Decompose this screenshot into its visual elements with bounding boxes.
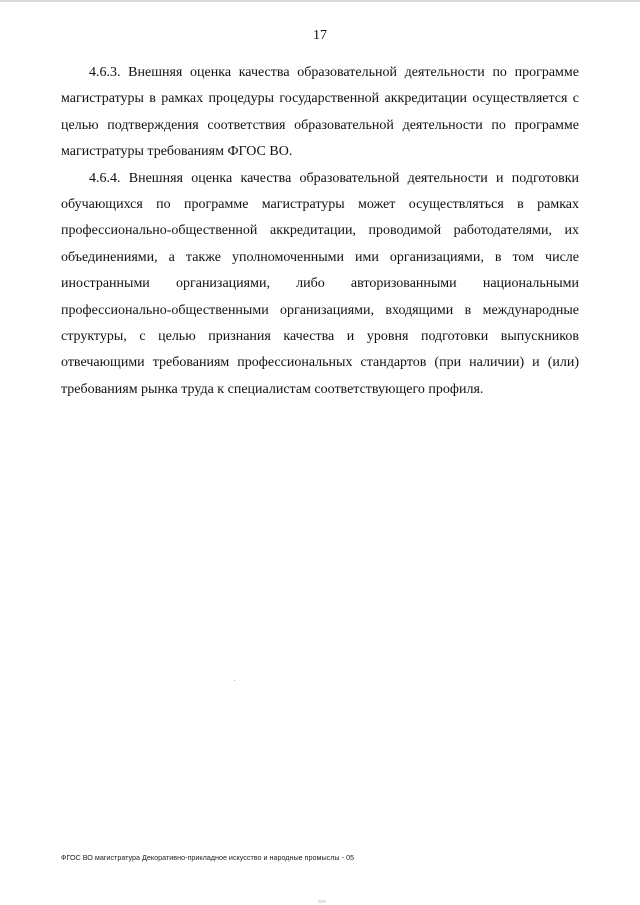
page-footer: ФГОС ВО магистратура Декоративно-прикладное искусство и народные промыслы - 05 bbox=[61, 853, 354, 862]
scan-speck bbox=[234, 680, 235, 681]
page-number: 17 bbox=[313, 28, 327, 43]
paragraph-4-6-3: 4.6.3. Внешняя оценка качества образовательной деятельности по программе магистратуры в рамках процедуры государственной аккредитации осуществляется с целью подтверждения соответствия образовательной деятельности по программе магистратуры требованиям ФГОС ВО. bbox=[61, 65, 579, 160]
scan-bottom-mark bbox=[318, 900, 326, 903]
paragraph-4-6-4: 4.6.4. Внешняя оценка качества образовательной деятельности и подготовки обучающихся по программе магистратуры может осуществляться в рамках профессионально-общественной аккредитации, проводимой работодателями, их объединениями, а также уполномоченными ими организациями, в том числе иностранными организациями, либо авторизованными национальными профессионально-общественными организациями, входящими в международные структуры, с целью признания качества и уровня подготовки выпускников отвечающими требованиям профессиональных стандартов (при наличии) и (или) требованиям рынка труда к специалистам соответствующего профиля. bbox=[61, 170, 579, 397]
page-top-edge bbox=[0, 0, 640, 2]
document-body bbox=[61, 60, 579, 403]
